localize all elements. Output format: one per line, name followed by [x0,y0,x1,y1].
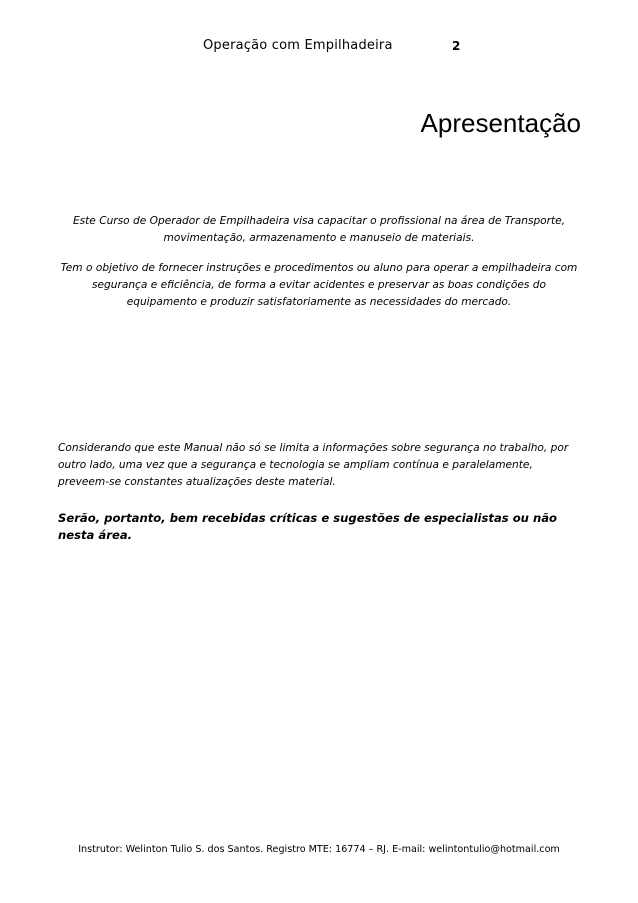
page-footer: Instrutor: Welinton Tulio S. dos Santos. Registro MTE: 16774 – RJ. E-mail: welintontulio@hotmail.com [78,844,560,855]
page-number: 2 [452,39,461,53]
header-title: Operação com Empilhadeira [203,38,393,53]
objective-paragraph: Tem o objetivo de fornecer instruções e procedimentos ou aluno para operar a empilhadeira com segurança e eficiência, de forma a evitar acidentes e preservar as boas condições do equipamento e produzir satisfatoriamente as necessidades do mercado. [60,262,578,308]
page-header [0,38,638,58]
intro-paragraph: Este Curso de Operador de Empilhadeira visa capacitar o profissional na área de Transporte, movimentação, armazenamento e manuseio de materiais. [72,215,566,244]
considerations-paragraph: Considerando que este Manual não só se limita a informações sobre segurança no trabalho, por outro lado, uma vez que a segurança e tecnologia se ampliam contínua e paralelamente, preveem-se constantes atualizações deste material. [58,442,569,488]
section-title: Apresentação [420,108,581,138]
feedback-paragraph: Serão, portanto, bem recebidas críticas e sugestões de especialistas ou não nesta área. [58,511,558,542]
